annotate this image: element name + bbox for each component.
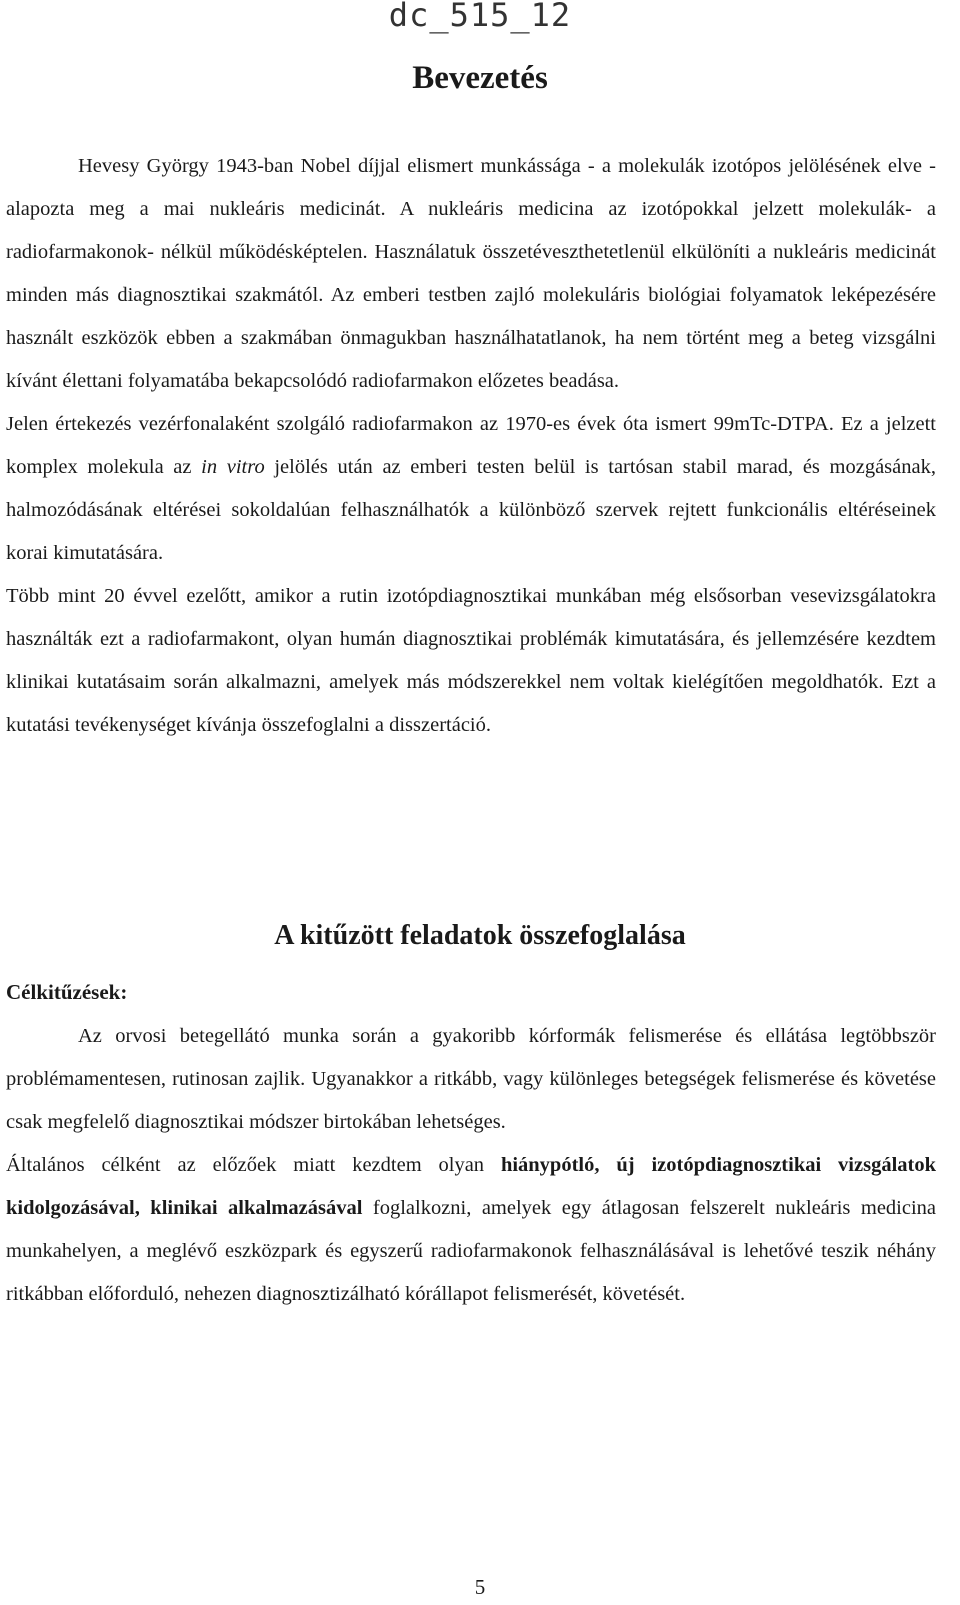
tasks-paragraph-2-text-a: Általános célként az előzőek miatt kezdtem olyan xyxy=(6,1154,501,1176)
intro-paragraph-2-text-a: Jelen értekezés vezérfonalaként szolgáló radiofarmakon az 1970-es évek óta ismert 99mTc-DTPA. Ez a jelzett komplex molekula az xyxy=(6,413,936,478)
intro-paragraph-2-italic: in vitro xyxy=(201,456,265,478)
intro-paragraph-2-text-b: jelölés után az emberi testen belül is tartósan stabil marad, és mozgásának, halmozódásának eltérései sokoldalúan felhasználhatók a különböző szervek rejtett funkcionális eltéréseinek korai kimutatására. xyxy=(6,456,936,564)
subheading-goals: Célkitűzések: xyxy=(6,980,128,1004)
document-id: dc_515_12 xyxy=(388,0,572,34)
intro-paragraph-2 xyxy=(6,403,936,575)
intro-paragraph-1: Hevesy György 1943-ban Nobel díjjal elismert munkássága - a molekulák izotópos jelölésének elve - alapozta meg a mai nukleáris medicinát. A nukleáris medicina az izotópokkal jelzett molekulák- a radiofarmakonok- nélkül működésképtelen. Használatuk összetéveszthetetlenül elkülöníti a nukleáris medicinát minden más diagnosztikai szakmától. Az emberi testben zajló molekuláris biológiai folyamatok leképezésére használt eszközök ebben a szakmában önmagukban használhatatlanok, ha nem történt meg a beteg vizsgálni kívánt élettani folyamatába bekapcsolódó radiofarmakon előzetes beadása. xyxy=(6,155,936,392)
page-number: 5 xyxy=(474,1575,486,1599)
tasks-paragraph-2 xyxy=(6,1144,936,1316)
tasks-paragraph-2-bold: hiánypótló, új izotópdiagnosztikai vizsgálatok kidolgozásával, klinikai alkalmazásával xyxy=(6,1154,936,1219)
tasks-section xyxy=(6,1015,936,1316)
tasks-paragraph-2-text-b: foglalkozni, amelyek egy átlagosan felszerelt nukleáris medicina munkahelyen, a meglévő eszközpark és egyszerű radiofarmakonok felhasználásával is lehetővé teszik néhány ritkábban előforduló, nehezen diagnosztizálható kórállapot felismerését, követését. xyxy=(6,1197,937,1305)
intro-section xyxy=(6,145,936,747)
section-title-tasks: A kitűzött feladatok összefoglalása xyxy=(274,920,686,951)
tasks-paragraph-1: Az orvosi betegellátó munka során a gyakoribb kórformák felismerése és ellátása legtöbbször problémamentesen, rutinosan zajlik. Ugyanakkor a ritkább, vagy különleges betegségek felismerése és követése csak megfelelő diagnosztikai módszer birtokában lehetséges. xyxy=(6,1025,936,1133)
intro-paragraph-3: Több mint 20 évvel ezelőtt, amikor a rutin izotópdiagnosztikai munkában még elsősorban vesevizsgálatokra használták ezt a radiofarmakont, olyan humán diagnosztikai problémák kimutatására, és jellemzésére kezdtem klinikai kutatásaim során alkalmazni, amelyek más módszerekkel nem voltak kielégítően megoldhatók. Ezt a kutatási tevékenységet kívánja összefoglalni a disszertáció. xyxy=(6,585,936,736)
section-title-intro: Bevezetés xyxy=(412,60,548,96)
